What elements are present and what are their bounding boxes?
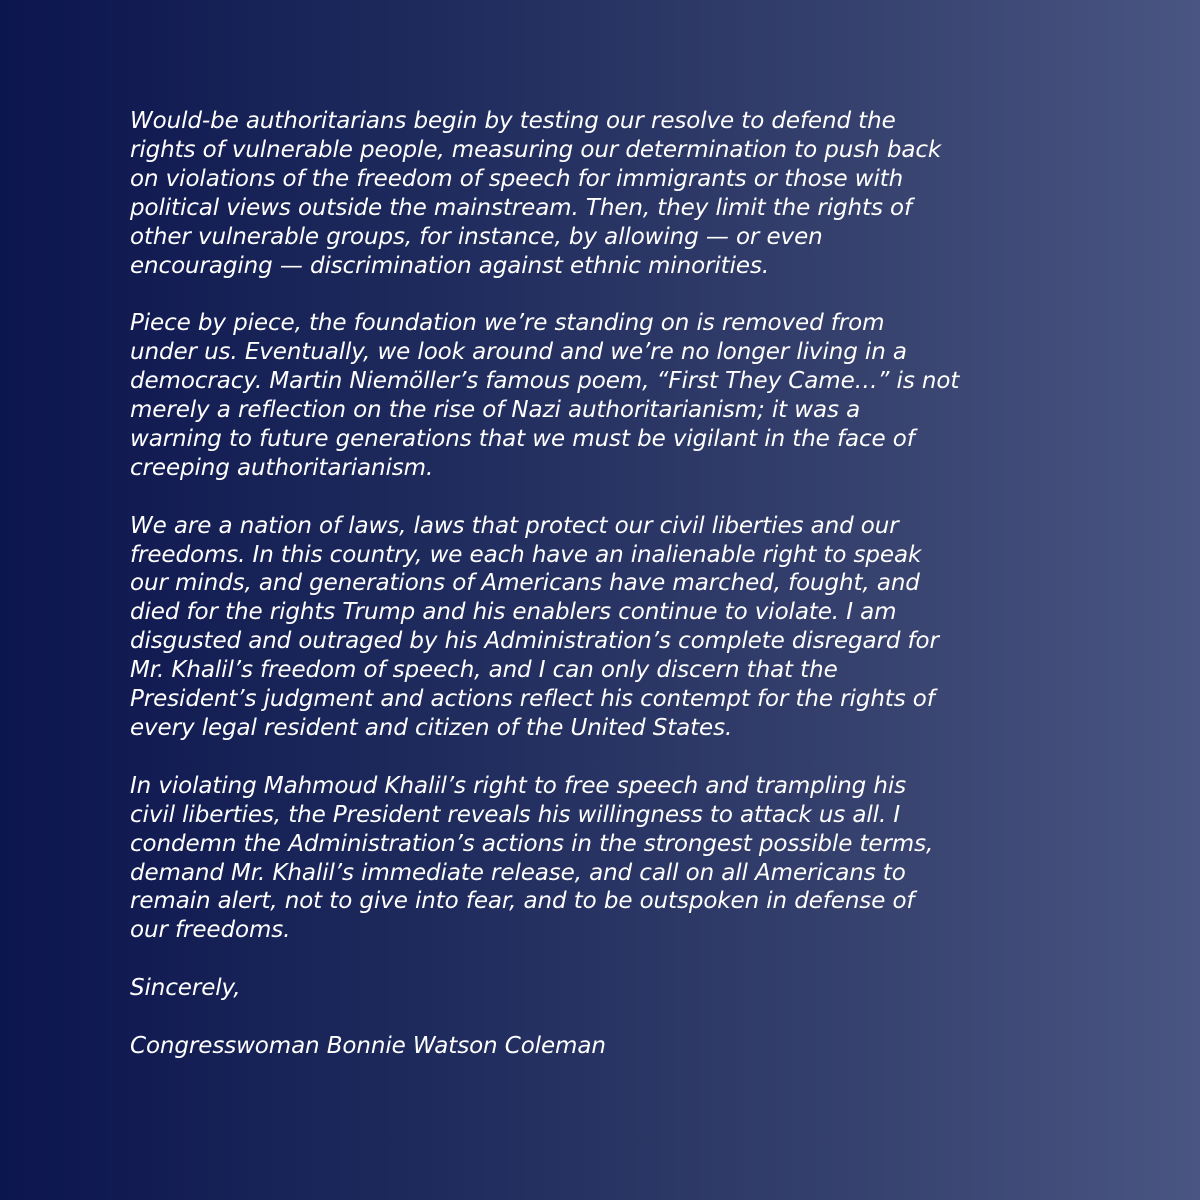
text-line: disgusted and outraged by his Administration’s complete disregard for	[130, 628, 939, 655]
text-line: our minds, and generations of Americans have marched, fought, and	[130, 570, 920, 597]
text-line: President’s judgment and actions reflect his contempt for the rights of	[130, 686, 935, 713]
closing-text: Sincerely,	[130, 975, 241, 1002]
paragraph-1	[130, 107, 1090, 280]
signature	[130, 1032, 1090, 1061]
text-line: rights of vulnerable people, measuring our determination to push back	[130, 136, 942, 163]
text-line: remain alert, not to give into fear, and to be outspoken in defense of	[130, 888, 915, 915]
text-line: condemn the Administration’s actions in the strongest possible terms,	[130, 830, 934, 857]
paragraph-3	[130, 512, 1090, 743]
signature-text: Congresswoman Bonnie Watson Coleman	[130, 1032, 606, 1059]
text-line: demand Mr. Khalil’s immediate release, and call on all Americans to	[130, 859, 906, 886]
paragraph-4	[130, 772, 1090, 945]
text-line: warning to future generations that we must be vigilant in the face of	[130, 425, 915, 452]
text-line: We are a nation of laws, laws that protect our civil liberties and our	[130, 512, 899, 539]
text-line: Piece by piece, the foundation we’re standing on is removed from	[130, 310, 885, 337]
text-line: civil liberties, the President reveals his willingness to attack us all. I	[130, 801, 901, 828]
closing-salutation	[130, 974, 1090, 1003]
text-line: under us. Eventually, we look around and we’re no longer living in a	[130, 339, 907, 366]
text-line: on violations of the freedom of speech for immigrants or those with	[130, 165, 904, 192]
text-line: creeping authoritarianism.	[130, 454, 434, 481]
text-line: Mr. Khalil’s freedom of speech, and I can only discern that the	[130, 657, 838, 684]
text-line: Would-be authoritarians begin by testing our resolve to defend the	[130, 108, 896, 134]
paragraph-2	[130, 309, 1090, 482]
text-line: our freedoms.	[130, 917, 291, 944]
text-line: In violating Mahmoud Khalil’s right to free speech and trampling his	[130, 772, 907, 799]
text-line: merely a reflection on the rise of Nazi authoritarianism; it was a	[130, 397, 861, 424]
text-line: democracy. Martin Niemöller’s famous poem, “First They Came…” is not	[130, 368, 960, 395]
text-line: other vulnerable groups, for instance, by allowing — or even	[130, 223, 823, 250]
letter-body	[130, 107, 1090, 1061]
text-line: died for the rights Trump and his enablers continue to violate. I am	[130, 599, 897, 626]
text-line: every legal resident and citizen of the United States.	[130, 715, 733, 741]
text-line: political views outside the mainstream. Then, they limit the rights of	[130, 194, 913, 221]
text-line: encouraging — discrimination against ethnic minorities.	[130, 252, 770, 279]
text-line: freedoms. In this country, we each have an inalienable right to speak	[130, 541, 922, 568]
